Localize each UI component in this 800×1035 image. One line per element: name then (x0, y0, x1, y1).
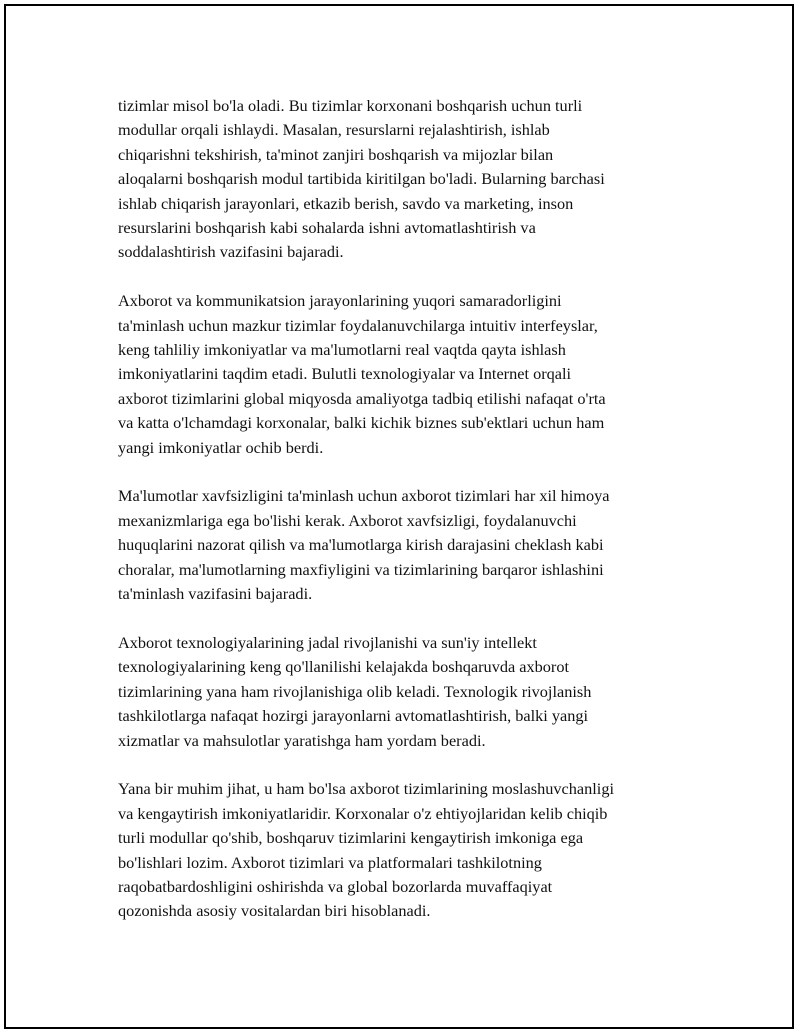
text-line: keng tahliliy imkoniyatlar va ma'lumotlarni real vaqtda qayta ishlash (118, 340, 566, 360)
paragraph-1 (118, 94, 698, 265)
text-line: tizimlarining yana ham rivojlanishiga olib keladi. Texnologik rivojlanish (118, 681, 592, 701)
text-line: Ma'lumotlar xavfsizligini ta'minlash uchun axborot tizimlari har xil himoya (118, 486, 610, 506)
text-line: turli modullar qo'shib, boshqaruv tizimlarini kengaytirish imkoniga ega (118, 828, 584, 848)
text-line: resurslarini boshqarish kabi sohalarda ishni avtomatlashtirish va (118, 218, 536, 238)
text-line: modullar orqali ishlaydi. Masalan, resurslarni rejalashtirish, ishlab (118, 120, 550, 140)
document-body (118, 94, 698, 948)
text-line: va katta o'lchamdagi korxonalar, balki kichik biznes sub'ektlari uchun ham (118, 413, 605, 433)
text-line: qozonishda asosiy vositalardan biri hisoblanadi. (118, 901, 431, 921)
paragraph-4 (118, 631, 698, 753)
text-line: choralar, ma'lumotlarning maxfiyligini va tizimlarining barqaror ishlashini (118, 559, 604, 579)
text-line: mexanizmlariga ega bo'lishi kerak. Axborot xavfsizligi, foydalanuvchi (118, 510, 577, 530)
text-line: imkoniyatlarini taqdim etadi. Bulutli texnologiyalar va Internet orqali (118, 364, 572, 384)
paragraph-2 (118, 289, 698, 460)
text-line: tashkilotlarga nafaqat hozirgi jarayonlarni avtomatlashtirish, balki yangi (118, 706, 589, 726)
paragraph-3 (118, 484, 698, 606)
text-line: va kengaytirish imkoniyatlaridir. Korxonalar o'z ehtiyojlaridan kelib chiqib (118, 803, 608, 823)
text-line: bo'lishlari lozim. Axborot tizimlari va platformalari tashkilotning (118, 852, 542, 872)
text-line: ta'minlash vazifasini bajaradi. (118, 584, 313, 604)
text-line: chiqarishni tekshirish, ta'minot zanjiri boshqarish va mijozlar bilan (118, 144, 554, 164)
text-line: huquqlarini nazorat qilish va ma'lumotlarga kirish darajasini cheklash kabi (118, 535, 604, 555)
text-line: Axborot va kommunikatsion jarayonlarining yuqori samaradorligini (118, 291, 562, 311)
text-line: Yana bir muhim jihat, u ham bo'lsa axborot tizimlarining moslashuvchanligi (118, 779, 614, 799)
paragraph-5 (118, 777, 698, 923)
text-line: raqobatbardoshligini oshirishda va global bozorlarda muvaffaqiyat (118, 876, 553, 896)
text-line: aloqalarni boshqarish modul tartibida kiritilgan bo'ladi. Bularning barchasi (118, 169, 605, 189)
text-line: tizimlar misol bo'la oladi. Bu tizimlar korxonani boshqarish uchun turli (118, 96, 583, 115)
text-line: yangi imkoniyatlar ochib berdi. (118, 437, 324, 457)
text-line: ishlab chiqarish jarayonlari, etkazib berish, savdo va marketing, inson (118, 193, 574, 213)
text-line: axborot tizimlarini global miqyosda amaliyotga tadbiq etilishi nafaqat o'rta (118, 388, 606, 408)
text-line: Axborot texnologiyalarining jadal rivojlanishi va sun'iy intellekt (118, 632, 537, 652)
text-line: soddalashtirish vazifasini bajaradi. (118, 242, 344, 262)
text-line: xizmatlar va mahsulotlar yaratishga ham yordam beradi. (118, 730, 486, 750)
text-line: ta'minlash uchun mazkur tizimlar foydalanuvchilarga intuitiv interfeyslar, (118, 315, 598, 335)
text-line: texnologiyalarining keng qo'llanilishi kelajakda boshqaruvda axborot (118, 657, 570, 677)
